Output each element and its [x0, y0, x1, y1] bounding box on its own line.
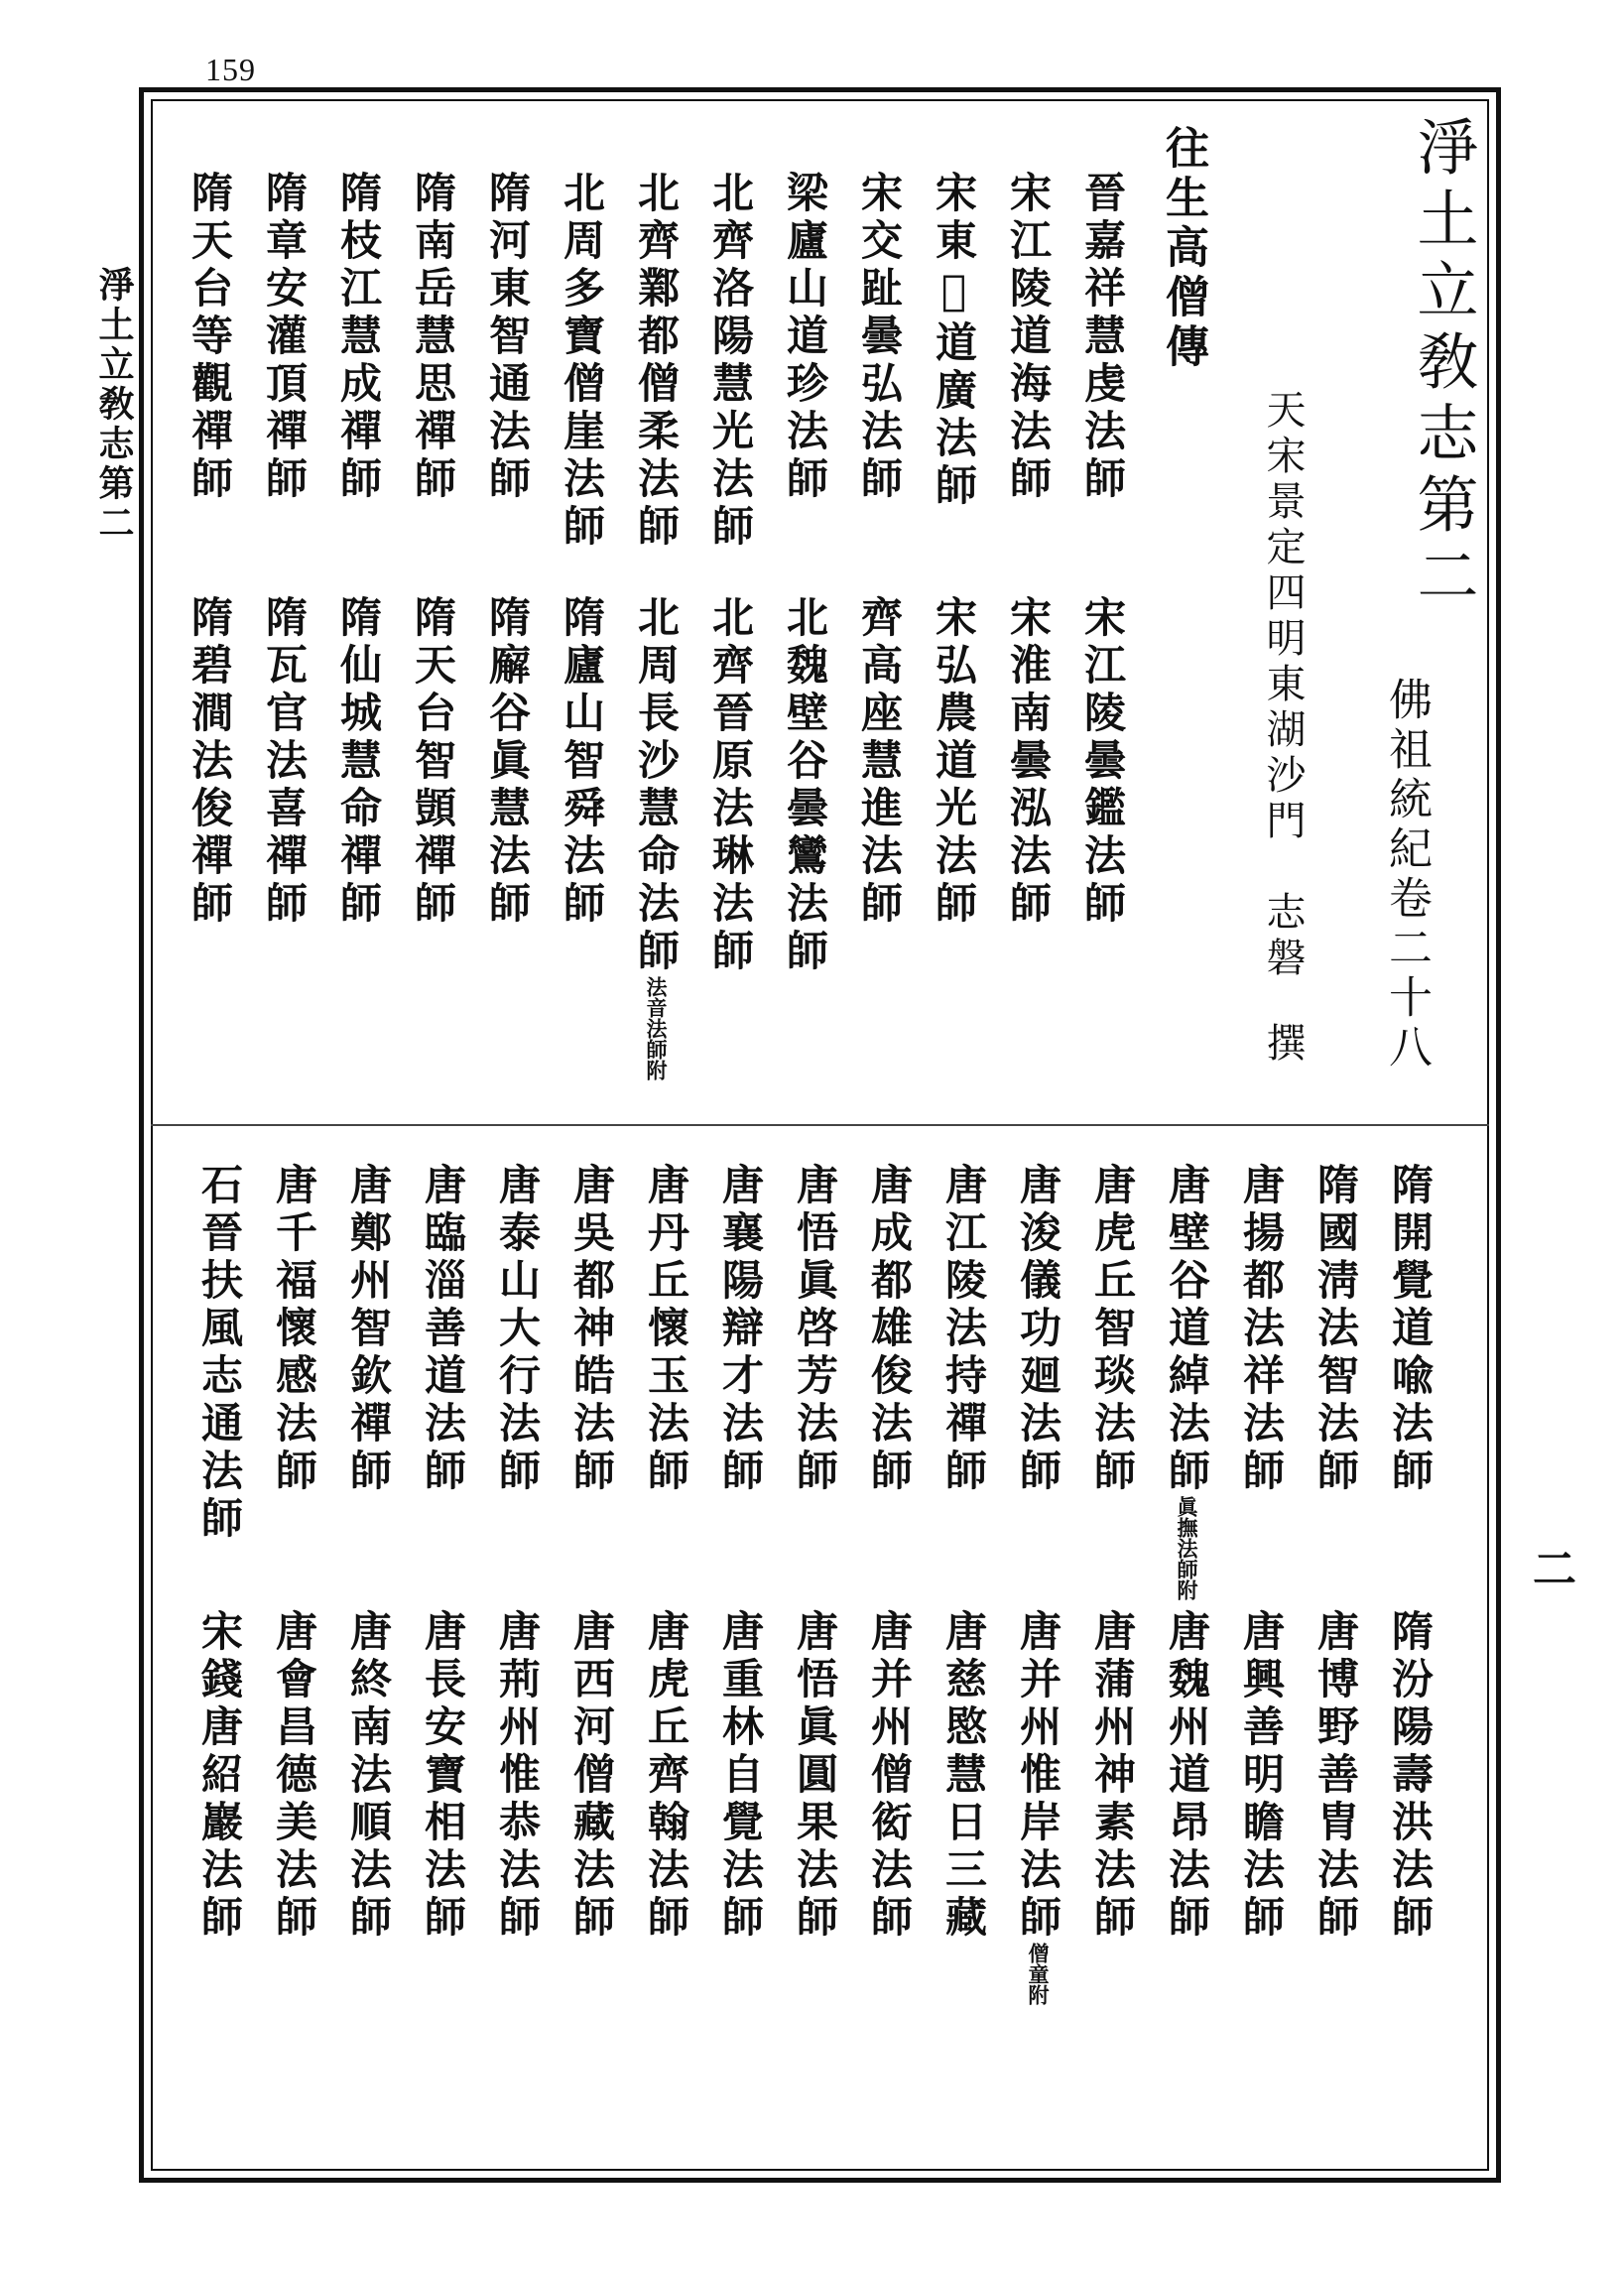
entry-text: 宋江陵曇鑑法師 [1078, 595, 1127, 929]
entry-name [781, 595, 829, 976]
entry-name [706, 595, 755, 976]
entry-name [567, 1163, 616, 1496]
entry-name [855, 171, 904, 504]
entry-annotation: 僧童附 [1026, 1943, 1051, 2005]
entry-text: 隋仙城慧命禪師 [334, 595, 383, 929]
entry-name [483, 171, 532, 504]
entry-name [706, 171, 755, 552]
entry-name [260, 595, 309, 929]
entry-name [716, 1163, 765, 1496]
margin-book-title: 淨土立敎志第二 [93, 266, 135, 544]
entry-text: 宋淮南曇泓法師 [1004, 595, 1053, 929]
author-line: 天宋景定四明東湖沙門 志磐 [1260, 389, 1306, 982]
entry-name [865, 1163, 914, 1496]
entry-text: 唐蒲州神素法師 [1088, 1609, 1137, 1943]
entry-name [409, 595, 457, 929]
entry-text: 唐江陵法持禪師 [939, 1163, 988, 1496]
entry-name [930, 595, 978, 929]
entry-name [1237, 1163, 1286, 1496]
entry-text: 北齊晉原法琳法師 [706, 595, 755, 976]
entry-text: 北周多寶僧崖法師 [558, 171, 606, 552]
entry-text: 隋南岳慧思禪師 [409, 171, 457, 504]
entry-text: 北齊洛陽慧光法師 [706, 171, 755, 552]
entry-name [939, 1163, 988, 1496]
entry-name [186, 171, 234, 504]
entry-text: 唐慈愍慧日三藏 [939, 1609, 988, 1943]
entry-name [558, 595, 606, 929]
entry-name [1078, 595, 1127, 929]
entry-annotation: 法音法師附 [644, 976, 669, 1080]
entry-name [939, 1609, 988, 1943]
entry-text: 宋江陵道海法師 [1004, 171, 1053, 504]
entry-name [1078, 171, 1127, 504]
entry-name [1312, 1609, 1360, 1943]
entry-text: 唐鄭州智欽禪師 [344, 1163, 393, 1496]
entry-name [1014, 1609, 1062, 2005]
entry-name [195, 1163, 244, 1544]
entry-text: 宋交趾曇弘法師 [855, 171, 904, 504]
entry-text: 唐魏州道昂法師 [1163, 1609, 1211, 1943]
entry-name [716, 1609, 765, 1943]
entry-name [344, 1609, 393, 1943]
entry-name [1004, 595, 1053, 929]
entry-text: 唐并州惟岸法師 [1014, 1609, 1062, 1943]
entry-text: 隋天台智顗禪師 [409, 595, 457, 929]
entry-name [855, 595, 904, 929]
entry-text: 隋汾陽壽洪法師 [1386, 1609, 1435, 1943]
entry-name [483, 595, 532, 929]
entry-text: 唐興善明瞻法師 [1237, 1609, 1286, 1943]
entry-text: 唐壁谷道綽法師 [1163, 1163, 1211, 1496]
entry-name [1386, 1163, 1435, 1496]
entry-text: 隋河東智通法師 [483, 171, 532, 504]
entry-name [1088, 1609, 1137, 1943]
entry-text: 北齊鄴都僧柔法師 [632, 171, 681, 552]
entry-text: 唐泰山大行法師 [493, 1163, 542, 1496]
entry-text: 隋枝江慧成禪師 [334, 171, 383, 504]
entry-text: 宋錢唐紹巖法師 [195, 1609, 244, 1943]
entry-text: 唐悟眞圓果法師 [791, 1609, 839, 1943]
entry-name [642, 1609, 690, 1943]
entry-name [409, 171, 457, 504]
volume-title: 佛祖統紀卷二十八 [1381, 677, 1432, 1073]
entry-name [1163, 1609, 1211, 1943]
entry-name [334, 595, 383, 929]
entry-text: 北周長沙慧命法師 [632, 595, 681, 976]
entry-annotation: 眞撫法師附 [1175, 1496, 1199, 1600]
entry-text: 唐吳都神皓法師 [567, 1163, 616, 1496]
entry-name [865, 1609, 914, 1943]
entry-text: 唐悟眞啓芳法師 [791, 1163, 839, 1496]
entry-text: 唐丹丘懷玉法師 [642, 1163, 690, 1496]
entry-name [493, 1609, 542, 1943]
entry-text: 唐會昌德美法師 [270, 1609, 318, 1943]
entry-text: 唐西河僧藏法師 [567, 1609, 616, 1943]
entry-name [558, 171, 606, 552]
entry-text: 隋國淸法智法師 [1312, 1163, 1360, 1496]
entry-name [260, 171, 309, 504]
entry-name [1386, 1609, 1435, 1943]
entry-text: 隋瓦官法喜禪師 [260, 595, 309, 929]
entry-text: 石晉扶風志通法師 [195, 1163, 244, 1544]
entry-text: 唐浚儀功廻法師 [1014, 1163, 1062, 1496]
page-number: 159 [205, 52, 256, 87]
entry-text: 宋弘農道光法師 [930, 595, 978, 929]
section-title: 往生高僧傳 [1158, 125, 1208, 373]
entry-text: 晉嘉祥慧虔法師 [1078, 171, 1127, 504]
entry-name [334, 171, 383, 504]
entry-name [493, 1163, 542, 1496]
entry-text: 唐成都雄俊法師 [865, 1163, 914, 1496]
entry-text: 唐襄陽辯才法師 [716, 1163, 765, 1496]
entry-text: 唐長安寶相法師 [419, 1609, 467, 1943]
entry-name [1088, 1163, 1137, 1496]
entry-name [270, 1609, 318, 1943]
author-verb: 撰 [1260, 1022, 1306, 1062]
entry-text: 唐虎丘齊翰法師 [642, 1609, 690, 1943]
entry-name [567, 1609, 616, 1943]
chapter-title: 淨土立敎志第二 [1407, 115, 1479, 615]
entry-text: 隋廬山智舜法師 [558, 595, 606, 929]
middle-divider [151, 1124, 1489, 1126]
entry-text: 唐重林自覺法師 [716, 1609, 765, 1943]
entry-name [419, 1163, 467, 1496]
entry-name [1312, 1163, 1360, 1496]
entry-text: 唐千福懷感法師 [270, 1163, 318, 1496]
entry-name [791, 1609, 839, 1943]
entry-name [419, 1609, 467, 1943]
entry-text: 隋章安灌頂禪師 [260, 171, 309, 504]
entry-text: 宋東𨲖道廣法師 [930, 171, 978, 511]
entry-text: 北魏壁谷曇鸞法師 [781, 595, 829, 976]
entry-name [186, 595, 234, 929]
entry-text: 唐揚都法祥法師 [1237, 1163, 1286, 1496]
entry-text: 隋碧澗法俊禪師 [186, 595, 234, 929]
entry-name [632, 171, 681, 552]
entry-name [270, 1163, 318, 1496]
entry-name [1004, 171, 1053, 504]
entry-text: 齊高座慧進法師 [855, 595, 904, 929]
entry-name [1237, 1609, 1286, 1943]
margin-leaf-number: 二 [1525, 1546, 1575, 1589]
entry-text: 唐并州僧衒法師 [865, 1609, 914, 1943]
entry-name [344, 1163, 393, 1496]
entry-name [632, 595, 681, 1080]
entry-name [1163, 1163, 1211, 1600]
entry-text: 隋廨谷眞慧法師 [483, 595, 532, 929]
entry-name [642, 1163, 690, 1496]
entry-name [930, 171, 978, 511]
entry-name [195, 1609, 244, 1943]
entry-name [1014, 1163, 1062, 1496]
entry-text: 隋天台等觀禪師 [186, 171, 234, 504]
entry-text: 唐博野善胄法師 [1312, 1609, 1360, 1943]
entry-text: 唐荊州惟恭法師 [493, 1609, 542, 1943]
entry-name [781, 171, 829, 504]
entry-text: 隋開覺道喩法師 [1386, 1163, 1435, 1496]
entry-text: 唐臨淄善道法師 [419, 1163, 467, 1496]
entry-name [791, 1163, 839, 1496]
entry-text: 唐終南法順法師 [344, 1609, 393, 1943]
entry-text: 唐虎丘智琰法師 [1088, 1163, 1137, 1496]
entry-text: 梁廬山道珍法師 [781, 171, 829, 504]
